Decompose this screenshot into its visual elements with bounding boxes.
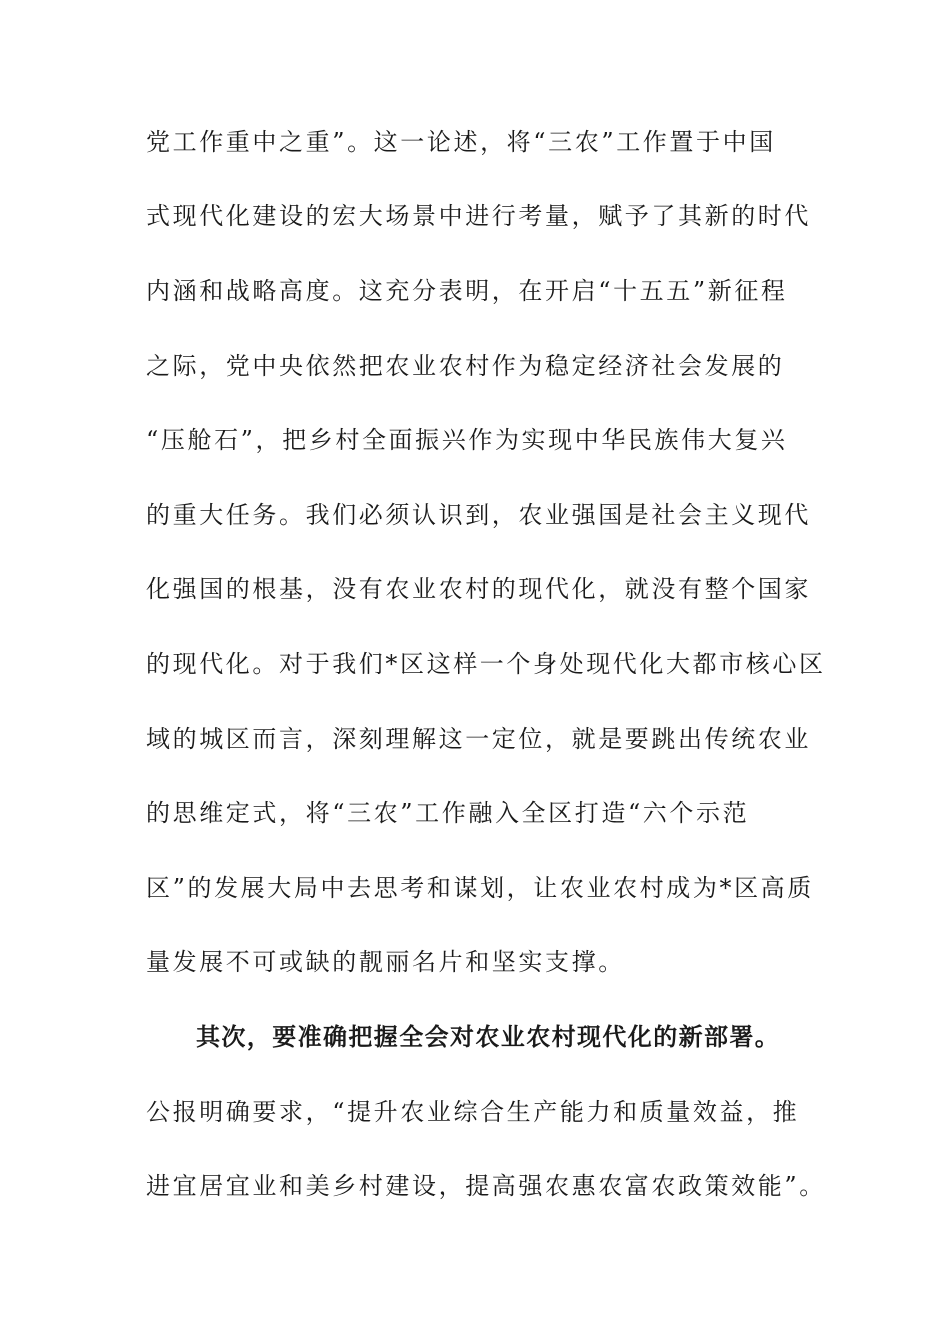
paragraph-line-8: 的现代化。对于我们*区这样一个身处现代化大都市核心区 — [146, 650, 826, 678]
paragraph-line-1: 党工作重中之重”。这一论述，将“三农”工作置于中国 — [146, 128, 776, 156]
paragraph-line-10: 的思维定式，将“三农”工作融入全区打造“六个示范 — [146, 799, 750, 827]
paragraph2-line-1: 公报明确要求，“提升农业综合生产能力和质量效益，推 — [146, 1098, 800, 1126]
paragraph-line-11: 区”的发展大局中去思考和谋划，让农业农村成为*区高质 — [146, 874, 814, 902]
paragraph-line-4: 之际，党中央依然把农业农村作为稳定经济社会发展的 — [146, 352, 785, 380]
section-heading: 其次，要准确把握全会对农业农村现代化的新部署。 — [196, 1023, 781, 1051]
paragraph-line-2: 式现代化建设的宏大场景中进行考量，赋予了其新的时代 — [146, 202, 811, 230]
paragraph-line-5: “压舱石”，把乡村全面振兴作为实现中华民族伟大复兴 — [146, 426, 788, 454]
paragraph-line-7: 化强国的根基，没有农业农村的现代化，就没有整个国家 — [146, 575, 811, 603]
paragraph-line-9: 域的城区而言，深刻理解这一定位，就是要跳出传统农业 — [146, 725, 811, 753]
paragraph-line-6: 的重大任务。我们必须认识到，农业强国是社会主义现代 — [146, 501, 811, 529]
paragraph-line-3: 内涵和战略高度。这充分表明，在开启“十五五”新征程 — [146, 277, 788, 305]
paragraph-line-12: 量发展不可或缺的靓丽名片和坚实支撑。 — [146, 948, 625, 976]
paragraph2-line-2: 进宜居宜业和美乡村建设，提高强农惠农富农政策效能”。 — [146, 1172, 826, 1200]
